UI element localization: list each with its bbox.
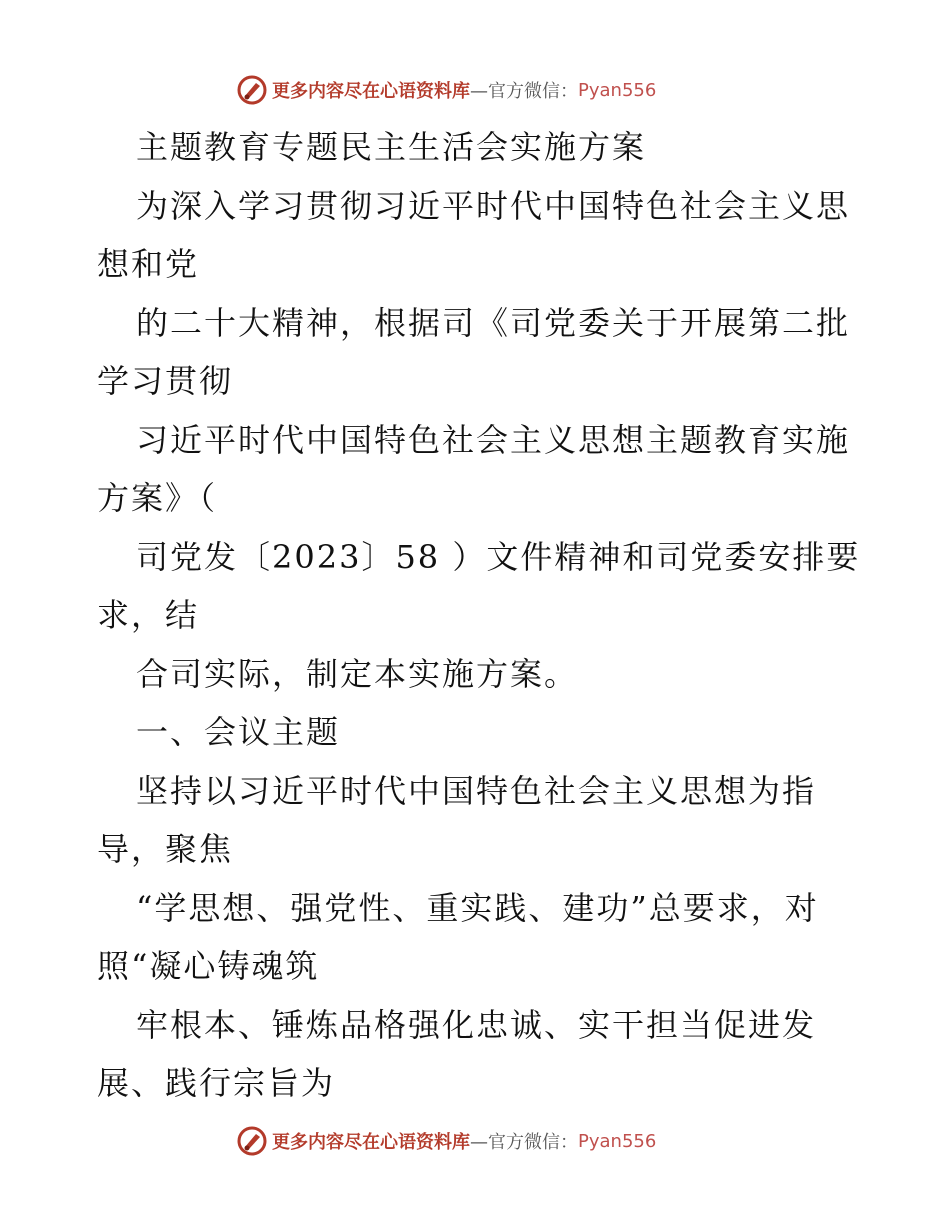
- document-body: [0, 118, 950, 1113]
- ink-pen-logo-icon: [236, 1125, 268, 1157]
- paragraph-line: 牢根本、锤炼品格强化忠诚、实干担当促进发: [136, 1005, 817, 1044]
- paragraph-line: 展、践行宗旨为: [97, 1064, 336, 1102]
- watermark-wechat-id: Pyan556: [578, 79, 657, 101]
- paragraph-line: 为深入学习贯彻习近平时代中国特色社会主义思: [136, 186, 851, 225]
- paragraph-line: 司党发〔2023〕58 ）文件精神和司党委安排要: [136, 537, 861, 576]
- paragraph-line: 照“凝心铸魂筑: [97, 947, 320, 985]
- paragraph-line: 导，聚焦: [97, 830, 234, 868]
- section-heading: 一、会议主题: [136, 713, 341, 751]
- paragraph-line: 学习贯彻: [97, 362, 234, 400]
- paragraph-line: “学思想、强党性、重实践、建功”总要求，对: [136, 888, 819, 927]
- watermark-site-name: 更多内容尽在心语资料库: [272, 1132, 470, 1153]
- paragraph-line: 习近平时代中国特色社会主义思想主题教育实施: [136, 420, 851, 459]
- watermark-footer: [236, 1124, 656, 1158]
- watermark-header: [236, 73, 656, 107]
- watermark-site-name: 更多内容尽在心语资料库: [272, 81, 470, 102]
- document-title: 主题教育专题民主生活会实施方案: [136, 128, 647, 166]
- paragraph-line: 想和党: [97, 245, 200, 283]
- paragraph-line: 的二十大精神，根据司《司党委关于开展第二批: [136, 303, 851, 342]
- paragraph-line: 方案》（: [97, 479, 218, 517]
- watermark-wechat-id: Pyan556: [578, 1130, 657, 1152]
- paragraph-line: 求，结: [97, 596, 200, 634]
- watermark-wechat-label: —官方微信：: [470, 1132, 578, 1153]
- ink-pen-logo-icon: [236, 74, 268, 106]
- paragraph-line: 合司实际，制定本实施方案。: [136, 654, 579, 693]
- watermark-wechat-label: —官方微信：: [470, 81, 578, 102]
- paragraph-line: 坚持以习近平时代中国特色社会主义思想为指: [136, 771, 817, 810]
